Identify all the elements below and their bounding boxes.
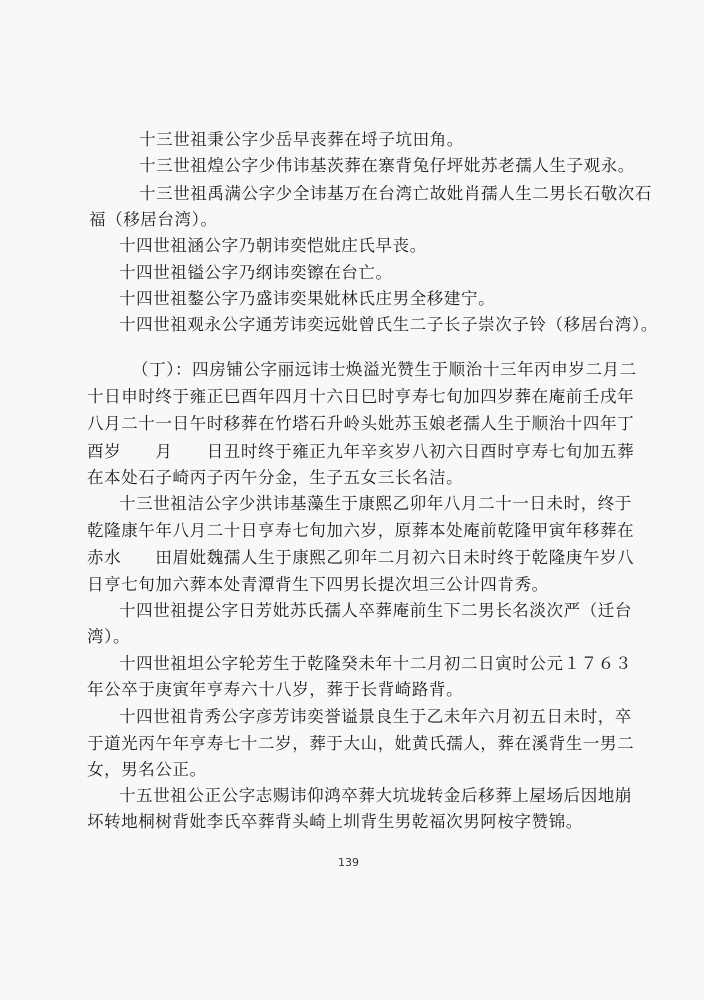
- text-line: （丁）：四房铺公字丽远讳士焕溢光赞生于顺治十三年丙申岁二月二: [132, 360, 637, 379]
- text-line: 乾隆康午年八月二十日亨寿七旬加六岁，原葬本处庵前乾隆甲寅年移葬在: [87, 521, 635, 540]
- text-line: 福（移居台湾）。: [89, 210, 218, 229]
- text-line: 女，男名公正。: [87, 760, 207, 779]
- page-number: 139: [338, 856, 359, 869]
- text-line: 坏转地桐树背妣李氏卒葬背头崎上圳背生男乾福次男阿桉字赞锦。: [87, 812, 583, 831]
- text-line: 日亨七旬加六葬本处青潭背生下四男长提次坦三公计四肯秀。: [87, 575, 549, 594]
- text-line: 十四世祖镒公字乃纲讳奕镲在台亡。: [119, 263, 393, 282]
- text-line: 赤水 田眉妣魏孺人生于康熙乙卯年二月初六日未时终于乾隆庚午岁八: [87, 548, 635, 567]
- text-line: 湾）。: [87, 627, 131, 646]
- text-line: 十四世祖涵公字乃朝讳奕恺妣庄氏早丧。: [119, 236, 427, 255]
- text-line: 十日申时终于雍正巳酉年四月十六日巳时亨寿七旬加四岁葬在庵前壬戌年: [87, 387, 635, 406]
- text-line: 十四世祖鏊公字乃盛讳奕果妣林氏庄男全移建宁。: [119, 289, 496, 308]
- text-line: 酉岁 月 日丑时终于雍正九年辛亥岁八初六日酉时亨寿七旬加五葬: [87, 442, 635, 461]
- text-line: 十五世祖公正公字志赐讳仰鸿卒葬大坑垅转金后移葬上屋场后因地崩: [119, 786, 632, 805]
- text-line: 十四世祖肯秀公字彦芳讳奕誉谥景良生于乙未年六月初五日未时，卒: [119, 707, 632, 726]
- text-line: 于道光丙午年亨寿七十二岁，葬于大山，妣黄氏孺人，葬在溪背生一男二: [87, 734, 635, 753]
- text-line: 十三世祖洁公字少洪讳基藻生于康熙乙卯年八月二十一日未时，终于: [119, 494, 632, 513]
- text-line: 十四世祖观永公字通芳讳奕远妣曾氏生二子长子崇次子铃（移居台湾）。: [119, 315, 658, 334]
- text-line: 在本处石子崎丙子丙午分金，生子五女三长名洁。: [87, 468, 464, 487]
- text-line: 十三世祖禹满公字少全讳基万在台湾亡故妣肖孺人生二男长石敬次石: [139, 184, 652, 203]
- text-line: 年公卒于庚寅年亨寿六十八岁，葬于长背崎路背。: [87, 680, 464, 699]
- text-line: 十三世祖秉公字少岳早丧葬在埒子坑田角。: [139, 130, 464, 149]
- text-line: 十三世祖煌公字少伟讳基茨葬在寨背兔仔坪妣苏老孺人生子观永。: [139, 156, 635, 175]
- text-line: 八月二十一日午时移葬在竹塔石升岭头妣苏玉娘老孺人生于顺治十四年丁: [87, 414, 635, 433]
- text-line: 十四世祖坦公字轮芳生于乾隆癸未年十二月初二日寅时公元１７６３: [119, 654, 632, 673]
- text-line: 十四世祖提公字日芳妣苏氏孺人卒葬庵前生下二男长名淡次严（迁台: [119, 601, 632, 620]
